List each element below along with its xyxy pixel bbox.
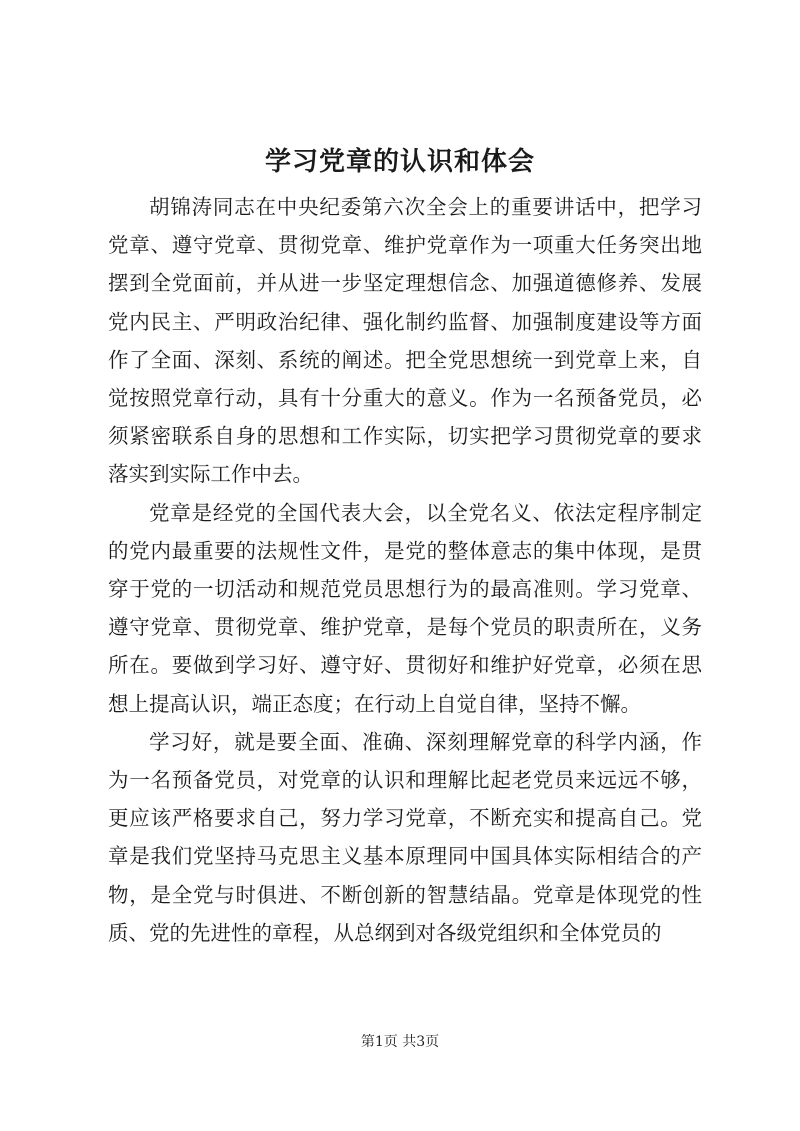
paragraph-2: 党章是经党的全国代表大会，以全党名义、依法定程序制定的党内最重要的法规性文件，是党的整体意志的集中体现，是贯穿于党的一切活动和规范党员思想行为的最高准则。学习党章、遵守党章、贯彻党章、维护党章，是每个党员的职责所在，义务所在。要做到学习好、遵守好、贯彻好和维护好党章，必须在思想上提高认识，端正态度；在行动上自觉自律，坚持不懈。: [108, 500, 702, 716]
page-number-footer: 第1页 共3页: [360, 1034, 440, 1050]
document-body: [108, 188, 702, 952]
paragraph-3: 学习好，就是要全面、准确、深刻理解党章的科学内涵，作为一名预备党员，对党章的认识和理解比起老党员来远远不够，更应该严格要求自己，努力学习党章，不断充实和提高自己。党章是我们党坚持马克思主义基本原理同中国具体实际相结合的产物，是全党与时俱进、不断创新的智慧结晶。党章是体现党的性质、党的先进性的章程，从总纲到对各级党组织和全体党员的: [108, 729, 702, 945]
document-title: 学习党章的认识和体会: [264, 147, 535, 177]
paragraph-1: 胡锦涛同志在中央纪委第六次全会上的重要讲话中，把学习党章、遵守党章、贯彻党章、维护党章作为一项重大任务突出地摆到全党面前，并从进一步坚定理想信念、加强道德修养、发展党内民主、严明政治纪律、强化制约监督、加强制度建设等方面作了全面、深刻、系统的阐述。把全党思想统一到党章上来，自觉按照党章行动，具有十分重大的意义。作为一名预备党员，必须紧密联系自身的思想和工作实际，切实把学习贯彻党章的要求落实到实际工作中去。: [108, 195, 702, 487]
